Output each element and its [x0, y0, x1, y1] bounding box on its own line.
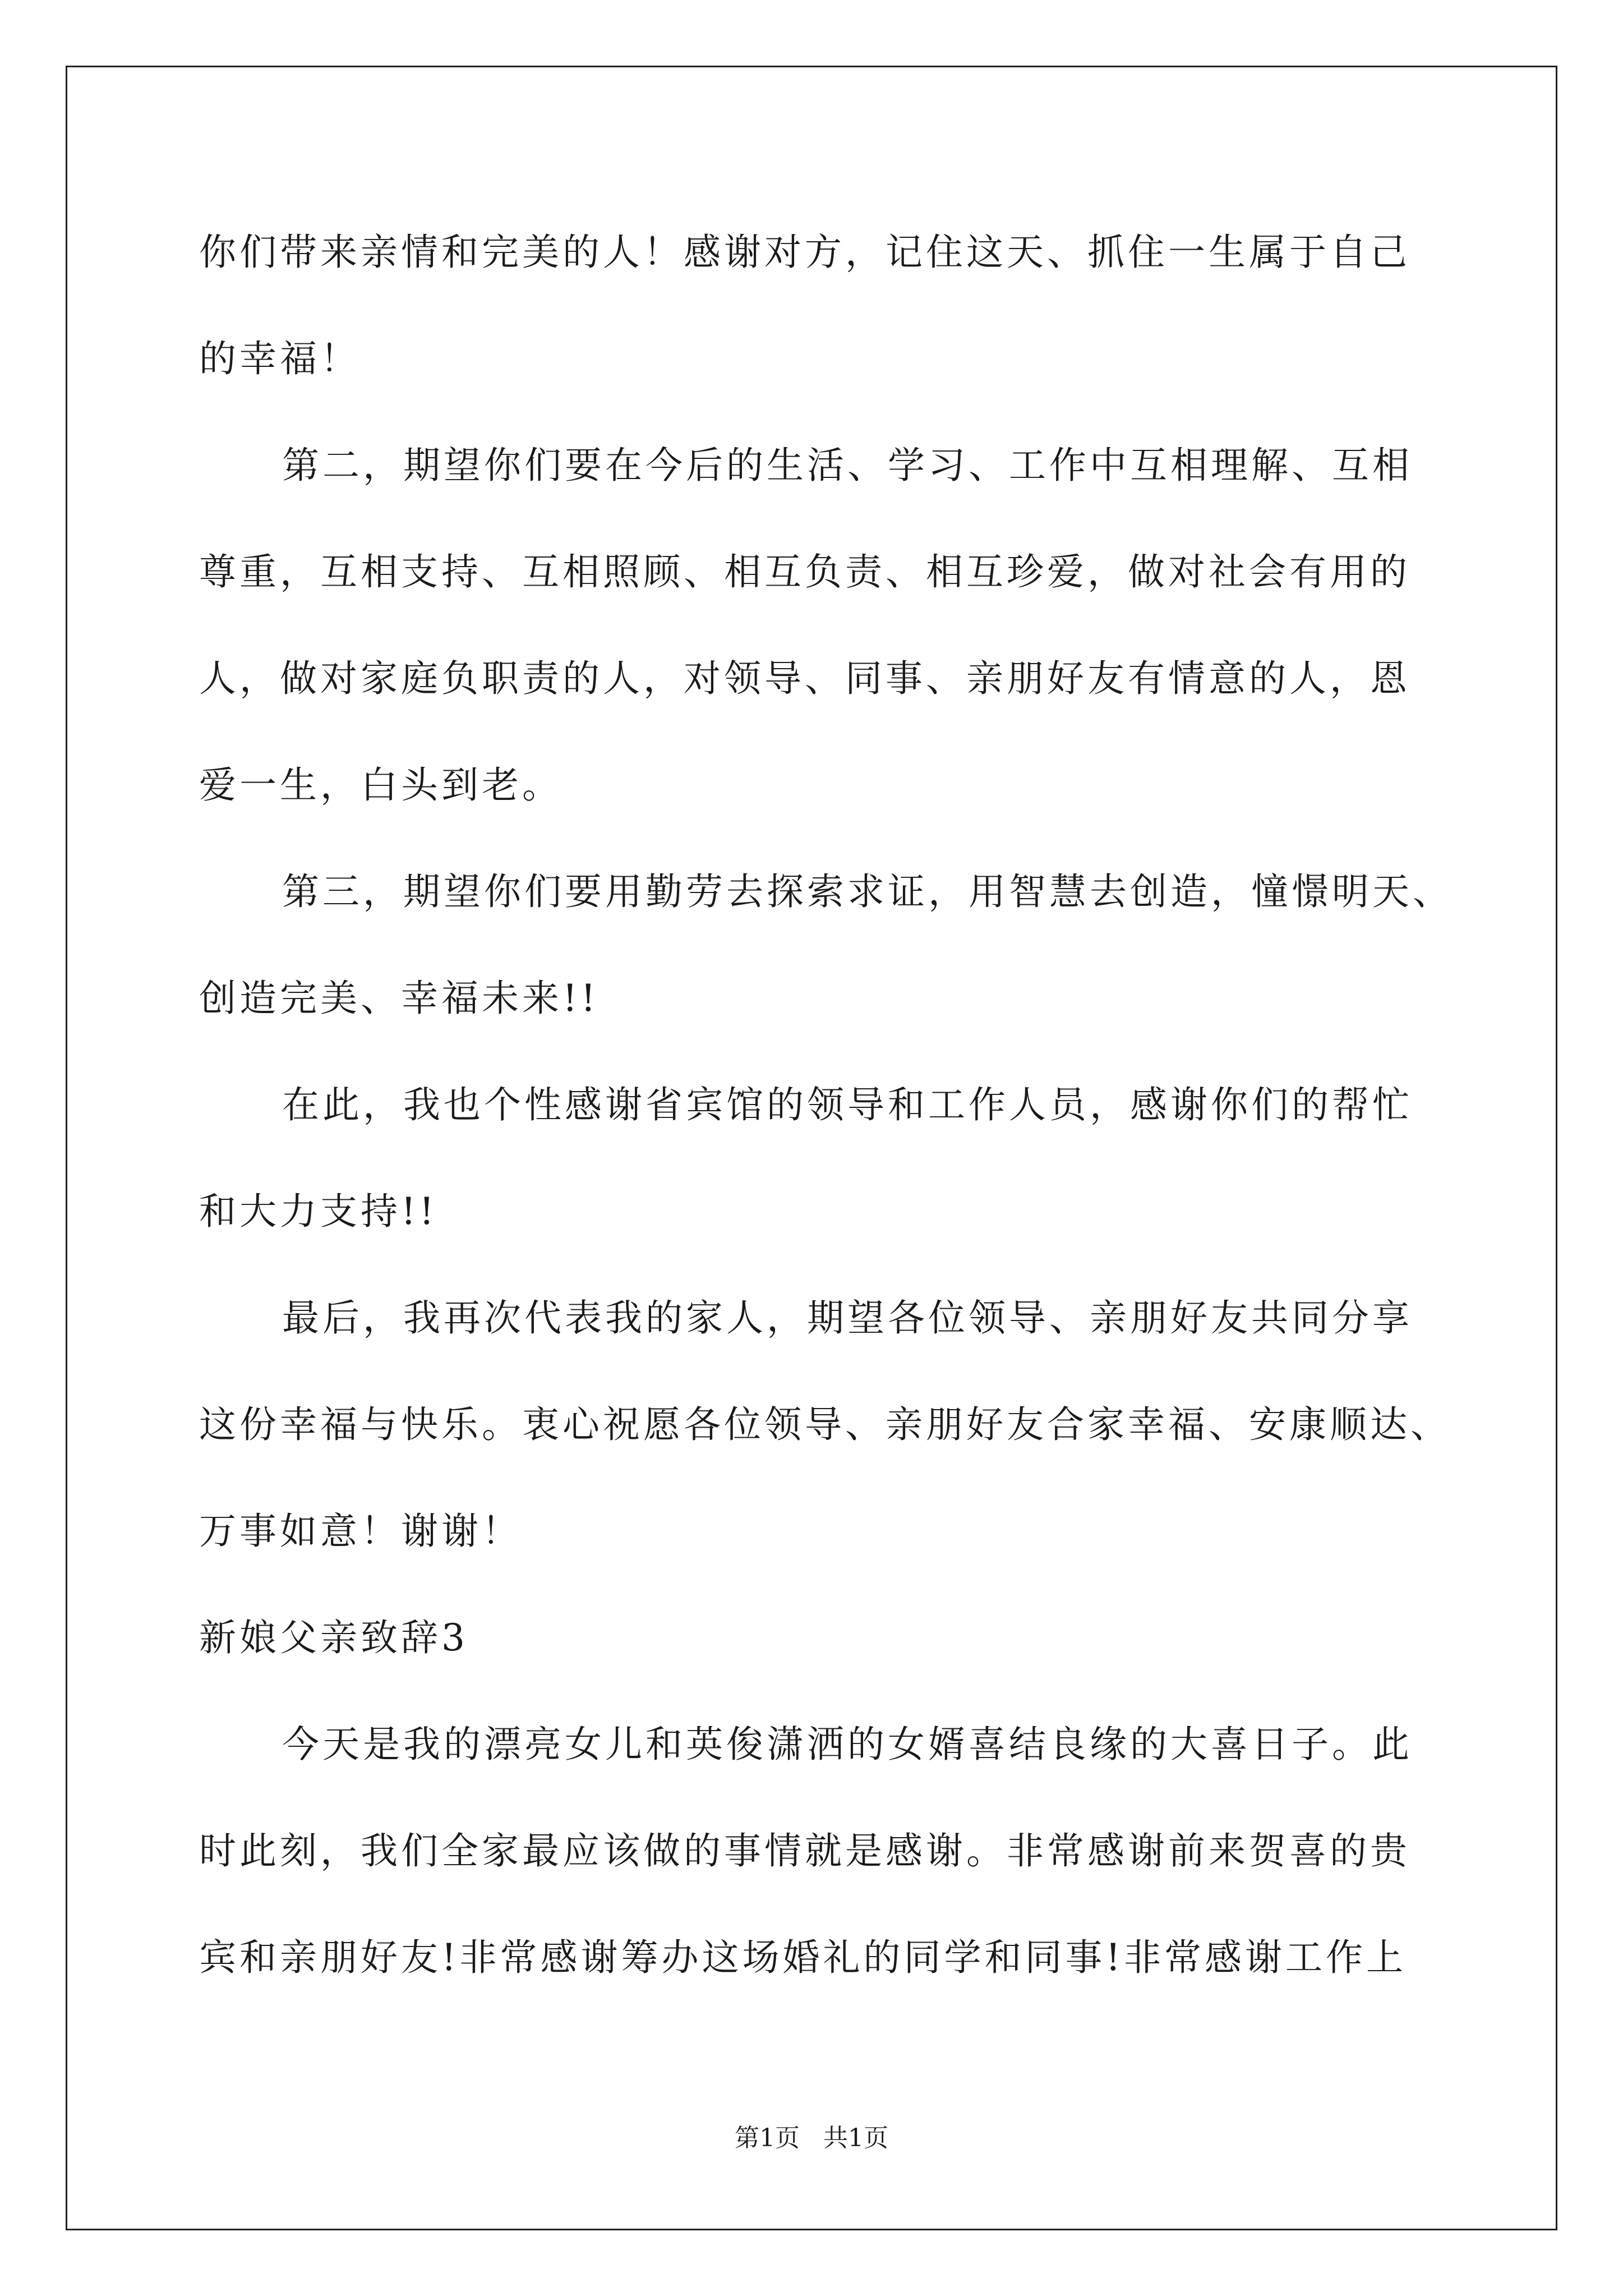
page-footer: 第1页 共1页 [735, 2124, 888, 2152]
text-line: 的幸福！ [199, 337, 361, 380]
paragraph-start: 最后，我再次代表我的家人，期望各位领导、亲朋好友共同分享 [282, 1296, 1413, 1340]
text-line: 创造完美、幸福未来!! [199, 977, 600, 1020]
section-heading: 新娘父亲致辞3 [199, 1616, 468, 1659]
paragraph-start: 今天是我的漂亮女儿和英俊潇洒的女婿喜结良缘的大喜日子。此 [282, 1723, 1413, 1766]
text-line: 你们带来亲情和完美的人！感谢对方，记住这天、抓住一生属于自己 [199, 231, 1410, 274]
text-line: 人，做对家庭负职责的人，对领导、同事、亲朋好友有情意的人，恩 [199, 657, 1410, 700]
text-line: 和大力支持!! [199, 1190, 438, 1233]
text-line: 爱一生，白头到老。 [199, 763, 562, 807]
paragraph-start: 在此，我也个性感谢省宾馆的领导和工作人员，感谢你们的帮忙 [282, 1083, 1413, 1126]
paragraph-start: 第三，期望你们要用勤劳去探索求证，用智慧去创造，憧憬明天、 [282, 870, 1453, 913]
document-body [199, 199, 1453, 2011]
text-line: 尊重，互相支持、互相照顾、相互负责、相互珍爱，做对社会有用的 [199, 550, 1410, 593]
paragraph-start: 第二，期望你们要在今后的生活、学习、工作中互相理解、互相 [282, 444, 1413, 487]
text-line: 时此刻，我们全家最应该做的事情就是感谢。非常感谢前来贺喜的贵 [199, 1829, 1410, 1872]
text-line: 宾和亲朋好友!非常感谢筹办这场婚礼的同学和同事!非常感谢工作上 [199, 1936, 1407, 1979]
text-line: 万事如意！谢谢！ [199, 1510, 522, 1553]
text-line: 这份幸福与快乐。衷心祝愿各位领导、亲朋好友合家幸福、安康顺达、 [199, 1403, 1451, 1446]
